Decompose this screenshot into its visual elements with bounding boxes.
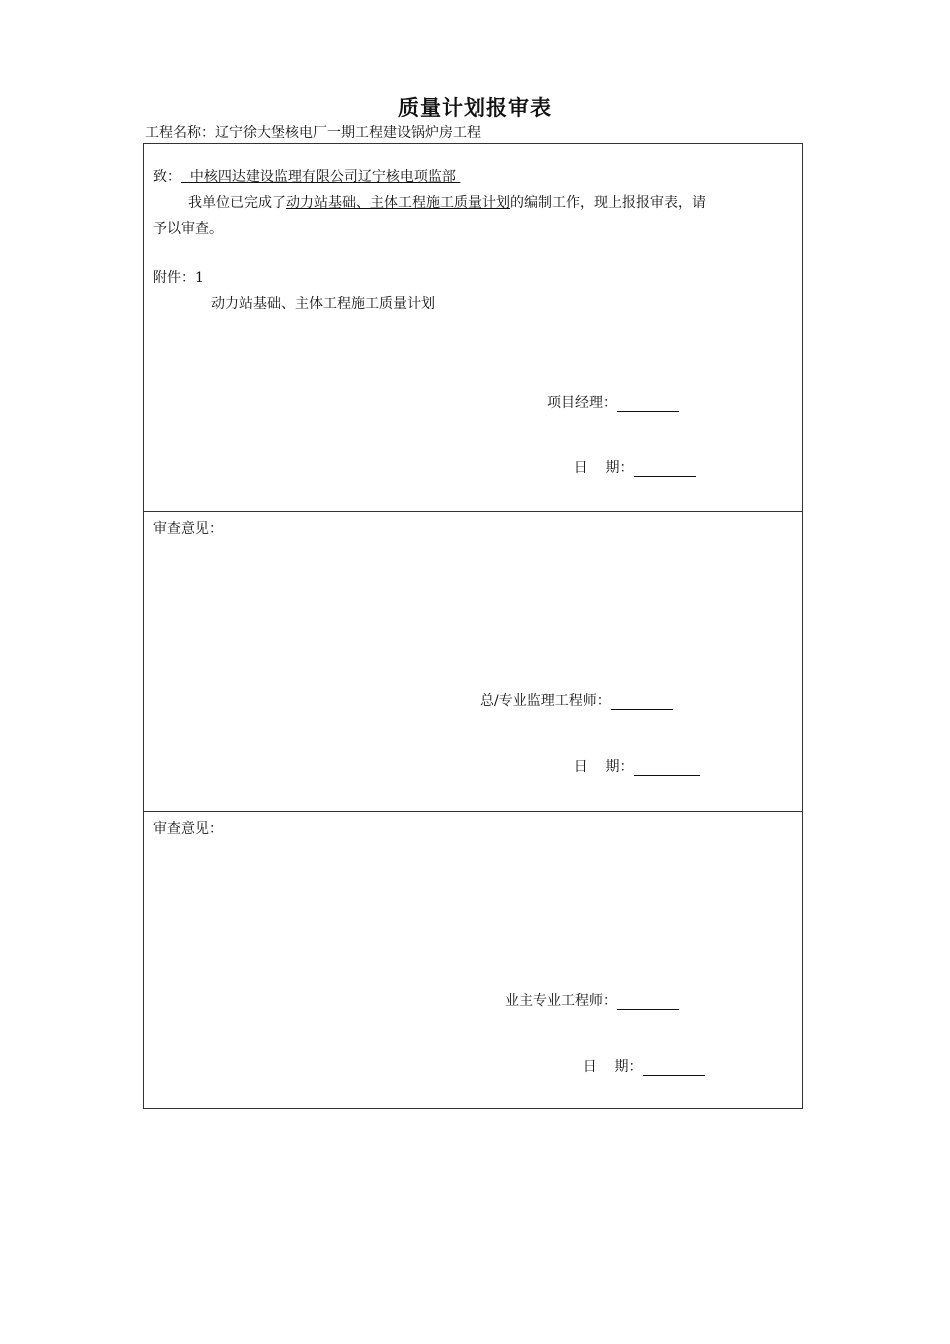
project-manager-blank[interactable] xyxy=(617,397,679,412)
owner-signature xyxy=(505,990,679,1010)
project-manager-label: 项目经理： xyxy=(547,395,617,411)
review-form-table xyxy=(143,143,803,1109)
addressee-name: 中核四达建设监理有限公司辽宁核电项监部 xyxy=(181,169,461,185)
submission-section xyxy=(144,144,802,512)
to-label: 致： xyxy=(153,169,181,185)
attachment-label: 附件：1 xyxy=(153,270,204,286)
owner-engineer-label: 业主专业工程师： xyxy=(505,993,617,1009)
supervisor-date-label: 日 期： xyxy=(573,759,634,775)
owner-opinion-label: 审查意见： xyxy=(153,821,223,837)
owner-date xyxy=(556,1040,705,1092)
supervisor-date xyxy=(547,740,700,792)
owner-signature-blank[interactable] xyxy=(617,995,679,1010)
supervisor-signature-blank[interactable] xyxy=(611,695,673,710)
body-prefix: 我单位已完成了 xyxy=(188,195,286,211)
project-name-line: 工程名称：辽宁徐大堡核电厂一期工程建设锅炉房工程 xyxy=(145,125,481,141)
attachment-item: 动力站基础、主体工程施工质量计划 xyxy=(211,296,435,312)
owner-date-label: 日 期： xyxy=(582,1059,643,1075)
plan-name: 动力站基础、主体工程施工质量计划 xyxy=(286,195,510,211)
addressee-line xyxy=(153,166,460,186)
submission-date-label: 日 期： xyxy=(573,460,634,476)
supervisor-signature xyxy=(480,690,673,710)
submission-date-blank[interactable] xyxy=(634,462,696,477)
supervisor-review-section xyxy=(144,512,802,812)
submission-date xyxy=(547,441,696,493)
submission-body xyxy=(188,192,706,212)
supervisor-opinion-label: 审查意见： xyxy=(153,521,223,537)
supervisor-date-blank[interactable] xyxy=(634,761,700,776)
form-title: 质量计划报审表 xyxy=(398,96,552,120)
supervisor-engineer-label: 总/专业监理工程师： xyxy=(480,693,611,709)
project-manager-signature xyxy=(547,392,679,412)
owner-review-section xyxy=(144,812,802,1108)
owner-date-blank[interactable] xyxy=(643,1061,705,1076)
body-suffix: 的编制工作，现上报报审表，请 xyxy=(510,195,706,211)
submission-body-line2: 予以审查。 xyxy=(153,221,223,237)
